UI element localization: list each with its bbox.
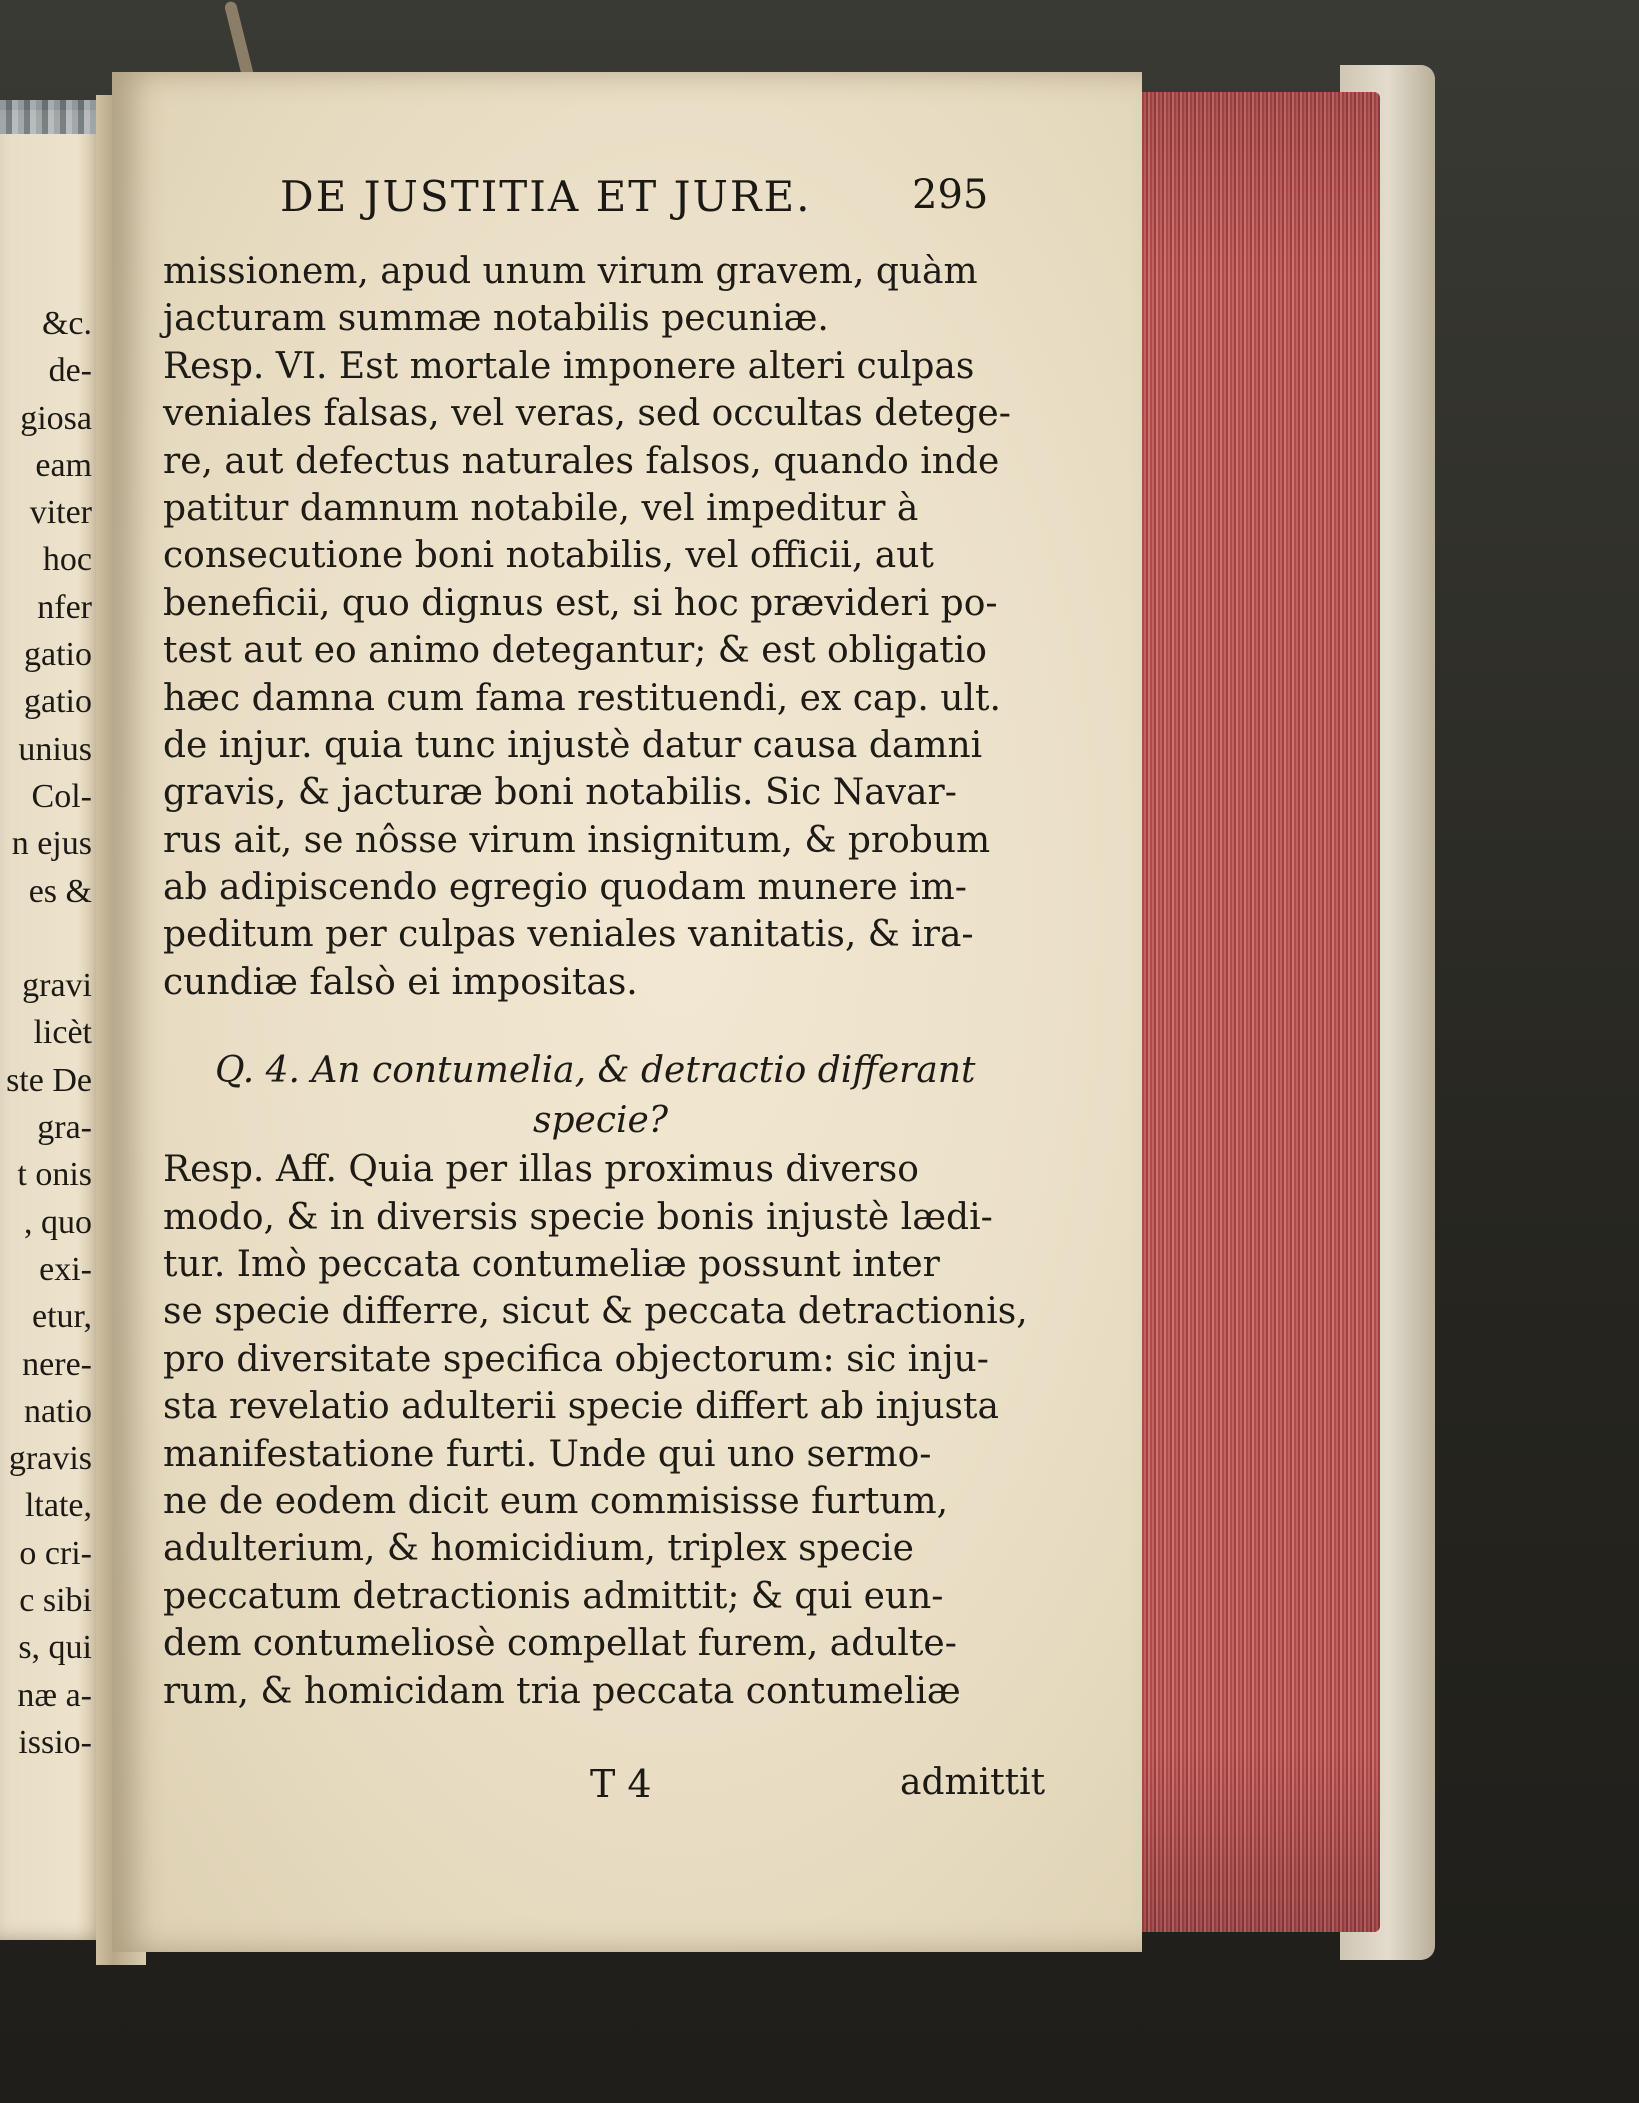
left-page-line: es & [28,872,92,910]
left-page-line: Col- [31,777,92,815]
text-line: ab adipiscendo egregio quodam munere im- [163,867,967,909]
body-paragraph [163,248,1063,1006]
left-page-line: hoc [42,541,92,579]
left-page-line: s, qui [18,1629,92,1667]
text-line: pro diversitate specifica objectorum: sic inju- [163,1338,989,1380]
left-page-line: &c. [41,305,92,342]
text-line: ne de eodem dicit eum commisisse furtum, [163,1480,949,1522]
text-block [163,248,1063,1715]
question-line-2: specie? [533,1100,669,1142]
left-page-line: næ a- [17,1676,92,1714]
text-line: beneficii, quo dignus est, si hoc prævideri po- [163,582,998,624]
text-line: modo, & in diversis specie bonis injustè lædi- [163,1196,993,1238]
left-page-line: , quo [24,1203,92,1241]
left-page-line: issio- [18,1723,92,1761]
catchword: admittit [900,1762,1046,1803]
text-line: re, aut defectus naturales falsos, quando inde [163,440,1000,482]
text-line: gravis, & jacturæ boni notabilis. Sic Navar- [163,772,957,814]
left-page-line: de- [48,352,92,390]
text-line: manifestatione furti. Unde qui uno sermo- [163,1433,932,1475]
text-line: rum, & homicidam tria peccata contumeliæ [163,1670,961,1712]
left-page-line: exi- [39,1250,92,1288]
left-page-line: etur, [32,1298,92,1336]
running-head-title: DE JUSTITIA ET JURE. [280,172,812,221]
running-head [280,172,1020,232]
text-line: missionem, apud unum virum gravem, quàm [163,251,978,292]
page-edges-shade [1142,92,1380,1932]
left-page-line: viter [29,494,92,532]
question-heading [163,1046,1063,1146]
text-line: de injur. quia tunc injustè datur causa damni [163,724,983,766]
left-page-line: ltate, [24,1487,92,1525]
text-line: Resp. Aff. Quia per illas proximus diverso [163,1149,919,1191]
left-page-line: t onis [17,1156,92,1194]
text-line: jacturam summæ notabilis pecuniæ. [163,298,829,340]
left-page-line: eam [35,446,92,484]
left-page-line: o cri- [19,1534,92,1572]
text-line: peccatum detractionis admittit; & qui eun- [163,1575,944,1617]
left-page-line: gra- [37,1109,92,1147]
left-page-line: nere- [22,1345,92,1383]
text-line: veniales falsas, vel veras, sed occultas detege- [163,393,1011,435]
left-page-line: gatio [24,636,92,674]
left-page-line: gravi [22,967,92,1005]
text-line: test aut eo animo detegantur; & est obligatio [163,630,987,672]
text-line: cundiæ falsò ei impositas. [163,961,638,1003]
text-line: dem contumeliosè compellat furem, adulte- [163,1623,957,1665]
left-page-text [0,300,100,1766]
left-page-line: gatio [24,683,92,721]
left-page-line: nfer [37,588,92,626]
text-line: Resp. VI. Est mortale imponere alteri culpas [163,345,975,387]
text-line: patitur damnum notabile, vel impeditur à [163,487,919,529]
left-page-line: unius [18,730,92,768]
left-page-line: gravis [8,1440,92,1478]
left-page-line: c sibi [19,1582,92,1620]
question-line-1: Q. 4. An contumelia, & detractio differant [215,1050,976,1092]
text-line: se specie differre, sicut & peccata detractionis, [163,1291,1028,1333]
left-page-line: ste De [6,1061,92,1099]
text-line: sta revelatio adulterii specie differt ab injusta [163,1386,999,1428]
left-page-line [0,915,100,962]
left-page-line: licèt [33,1014,92,1052]
text-line: adulterium, & homicidium, triplex specie [163,1528,914,1570]
text-line: tur. Imò peccata contumeliæ possunt inter [163,1244,940,1286]
left-page-line: n ejus [11,825,92,863]
left-page-line: giosa [20,399,92,437]
page-number: 295 [912,172,989,218]
left-page-line: natio [24,1392,92,1430]
answer-paragraph [163,1146,1063,1715]
left-page [0,110,108,1940]
text-line: peditum per culpas veniales vanitatis, & ira- [163,914,974,956]
text-line: rus ait, se nôsse virum insignitum, & probum [163,819,991,861]
text-line: hæc damna cum fama restituendi, ex cap. ult. [163,677,1001,719]
signature-mark: T 4 [590,1762,652,1806]
page-footer [590,1762,1070,1810]
text-line: consecutione boni notabilis, vel officii, aut [163,535,934,577]
